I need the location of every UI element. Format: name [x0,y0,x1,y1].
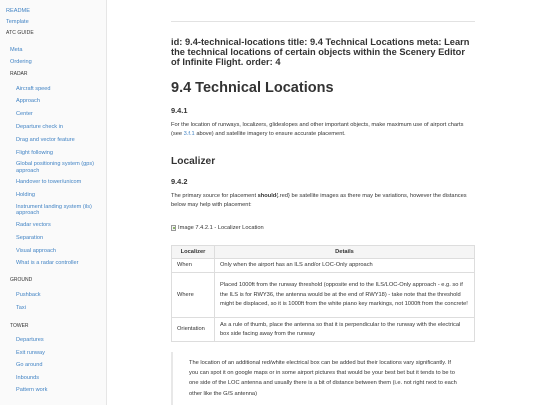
sidebar-link-template[interactable]: Template [6,19,29,25]
sidebar-item-ils-approach[interactable]: Instrument landing system (ils) approach [16,203,92,217]
sidebar-item-separation[interactable]: Separation [16,234,44,241]
table-cell: Orientation [172,318,215,342]
sidebar-item-radar-vectors[interactable]: Radar vectors [16,221,51,228]
sidebar-item-visual-approach[interactable]: Visual approach [16,247,57,254]
sidebar-item-center[interactable]: Center [16,111,33,118]
sidebar-item-meta[interactable]: Meta [10,47,23,53]
meta-heading: id: 9.4-technical-locations title: 9.4 Technical Locations meta: Learn the technical locations of certain objects within the Scenery Editor of Infinite Flight. order: 4 [171,37,470,68]
sidebar-item-departure-check-in[interactable]: Departure check in [16,123,63,130]
sidebar-group-heading-ground: GROUND [10,277,33,284]
localizer-heading: Localizer [171,156,216,167]
table-row [172,273,475,318]
section-941-paragraph [171,121,475,140]
top-divider [171,21,475,22]
sidebar-item-drag-vector[interactable]: Drag and vector feature [16,136,75,143]
sidebar [0,0,107,405]
sidebar-item-holding[interactable]: Holding [16,192,35,199]
section-number-942: 9.4.2 [171,177,188,186]
sidebar-item-pushback[interactable]: Pushback [16,292,41,299]
sec2-text-after: {.red} be satellite images as there may be variations, however the distances below may help with placement: [171,193,467,209]
page-title: 9.4 Technical Locations [171,80,334,96]
sec1-text-after: above) and satellite imagery to ensure accurate placement. [194,131,346,138]
sec2-bold: should [257,193,277,199]
blockquote: The location of an additional red/white electrical box can be added but their locations vary significantly. If you can spot it on google maps or in some airport pictures that would be your best bet but it tends to be to one side of the LOC antenna and usually there is a bit of distance between them (i.e. not right next to each other like the G/S antenna) [171,352,475,405]
table-cell: When [172,259,215,273]
sidebar-item-approach[interactable]: Approach [16,98,40,105]
sidebar-item-inbounds[interactable]: Inbounds [16,374,40,381]
sidebar-item-exit-runway[interactable]: Exit runway [16,349,45,356]
sidebar-item-flight-following[interactable]: Flight following [16,149,53,156]
section-number-941: 9.4.1 [171,106,188,115]
table-cell: As a rule of thumb, place the antenna so that it is perpendicular to the runway with the electrical box side facing away from the runway [215,318,475,342]
sidebar-item-radar-controller[interactable]: What is a radar controller [16,260,79,267]
table-row [172,318,475,342]
table-row [172,259,475,273]
table-cell: Only when the airport has an ILS and/or LOC-Only approach [215,259,475,273]
sidebar-group-heading-tower: TOWER [10,323,29,330]
sec1-text: For the location of runways, localizers, glideslopes and other important objects, make maximum use of airport charts (see [171,122,464,138]
localizer-image [171,225,264,231]
sidebar-link-readme[interactable]: README [6,8,30,14]
sidebar-group-heading-radar: RADAR [10,70,28,77]
section-942-paragraph [171,192,475,211]
table-cell: Placed 1000ft from the runway threshold (opposite end to the ILS/LOC-Only approach - e.g. so if the ILS is for RWY36, the antenna would be at the end of RWY18) - take note that the threshold might be displaced, so it is 1000ft from the white piano key markings, not 1000ft from the concrete! [215,273,475,318]
sidebar-item-taxi[interactable]: Taxi [16,304,26,311]
sidebar-item-departures[interactable]: Departures [16,337,44,344]
table-header: Localizer [172,246,215,259]
sidebar-item-handover[interactable]: Handover to tower/unicom [16,179,82,186]
sidebar-item-go-around[interactable]: Go around [16,362,43,369]
sidebar-item-pattern-work[interactable]: Pattern work [16,387,48,394]
localizer-table [171,245,475,342]
sidebar-section-heading: ATC GUIDE [6,30,34,36]
sec2-text: The primary source for placement [171,193,258,199]
table-header: Details [215,246,475,259]
sidebar-item-aircraft-speed[interactable]: Aircraft speed [16,85,51,92]
sidebar-item-ordering[interactable]: Ordering [10,59,32,66]
table-cell: Where [172,273,215,318]
sidebar-item-gps-approach[interactable]: Global positioning system (gps) approach [16,161,95,174]
image-alt-text: Image 7.4.2.1 - Localizer Location [178,225,264,231]
main-content [171,0,475,405]
section-link-3f1[interactable]: 3.f.1 [183,131,195,138]
broken-image-icon [171,225,176,231]
